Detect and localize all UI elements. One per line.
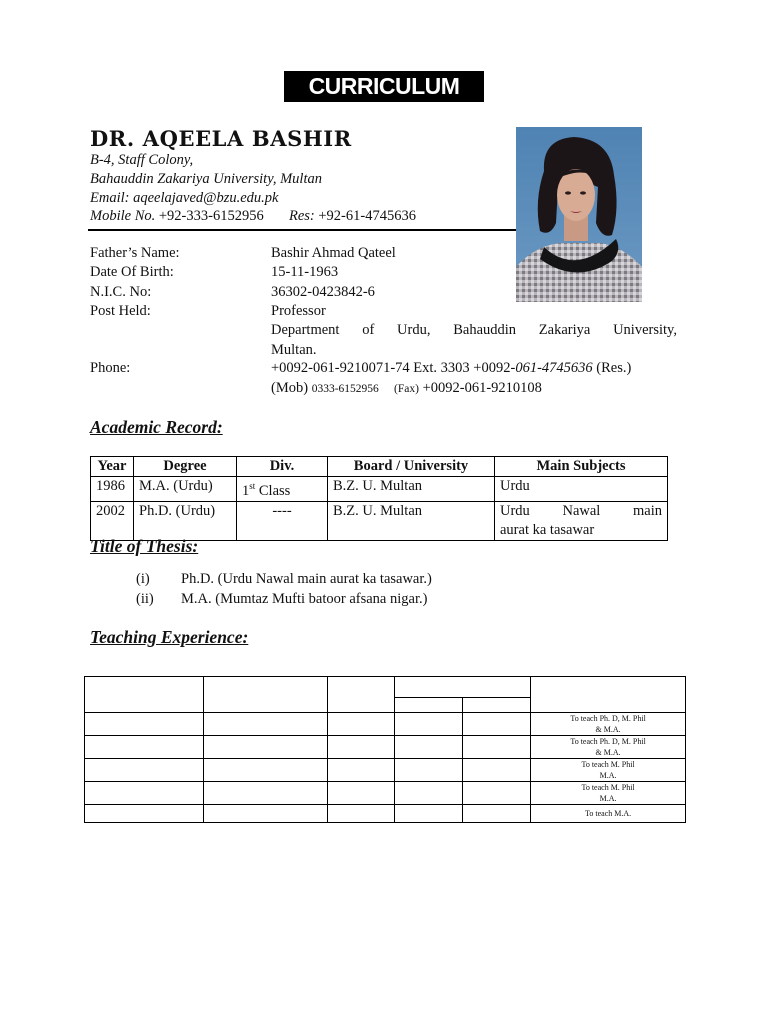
thesis-heading: Title of Thesis: — [90, 536, 199, 556]
teaching-header-row — [85, 677, 686, 698]
email-line: Email: aqeelajaved@bzu.edu.pk — [90, 190, 279, 206]
thesis-num-2: (ii) — [136, 591, 154, 607]
table-row — [85, 736, 686, 759]
teaching-table — [84, 676, 686, 823]
cell-div: ---- — [237, 501, 328, 540]
mob-value: 0333-6152956 — [311, 383, 379, 395]
phone-line-2 — [271, 379, 542, 399]
teaching-note: To teach M.A. — [531, 805, 686, 823]
col-year: Year — [91, 457, 134, 477]
col-degree: Degree — [134, 457, 237, 477]
table-row — [85, 782, 686, 805]
col-subjects: Main Subjects — [495, 457, 668, 477]
teaching-note: To teach Ph. D, M. Phil & M.A. — [531, 713, 686, 736]
academic-header-row — [91, 457, 668, 477]
cell-board: B.Z. U. Multan — [328, 477, 495, 502]
academic-heading: Academic Record: — [90, 417, 223, 437]
teaching-note: To teach Ph. D, M. Phil & M.A. — [531, 736, 686, 759]
mobile-value: +92-333-6152956 — [158, 208, 264, 224]
phone-line-1 — [271, 359, 631, 378]
dob-value: 15-11-1963 — [271, 264, 339, 280]
academic-table — [90, 456, 668, 541]
phone-label: Phone: — [90, 360, 131, 376]
cv-title: CURRICULUM VITAE — [284, 71, 484, 102]
mobile-line — [90, 207, 416, 225]
thesis-item-2: M.A. (Mumtaz Mufti batoor afsana nigar.) — [181, 591, 428, 607]
nic-label: N.I.C. No: — [90, 284, 152, 300]
post-value: Professor — [271, 303, 326, 319]
thesis-item-1: Ph.D. (Urdu Nawal main aurat ka tasawar.) — [181, 571, 432, 587]
post-label: Post Held: — [90, 303, 151, 319]
teaching-note: To teach M. Phil M.A. — [531, 782, 686, 805]
col-div: Div. — [237, 457, 328, 477]
table-row — [91, 477, 668, 502]
mob-label: (Mob) — [271, 380, 309, 396]
address-line-2: Bahauddin Zakariya University, Multan — [90, 171, 322, 187]
phone-res-suffix: (Res.) — [592, 360, 632, 376]
nic-value: 36302-0423842-6 — [271, 284, 375, 300]
profile-photo — [516, 127, 642, 302]
father-name-value: Bashir Ahmad Qateel — [271, 245, 396, 261]
phone-res-number: 061-4745636 — [515, 360, 593, 376]
col-board: Board / University — [328, 457, 495, 477]
dob-label: Date Of Birth: — [90, 264, 174, 280]
teaching-note: To teach M. Phil M.A. — [531, 759, 686, 782]
table-row — [85, 713, 686, 736]
thesis-num-1: (i) — [136, 571, 150, 587]
table-row — [85, 759, 686, 782]
post-department: Department of Urdu, Bahauddin Zakariya University, — [271, 322, 677, 338]
cell-year: 2002 — [91, 501, 134, 540]
father-name-label: Father’s Name: — [90, 245, 180, 261]
cell-subjects: Urdu Nawal main aurat ka tasawar — [495, 501, 668, 540]
cell-degree: M.A. (Urdu) — [134, 477, 237, 502]
header-divider — [88, 229, 516, 231]
res-value: +92-61-4745636 — [318, 208, 416, 224]
fax-value: +0092-061-9210108 — [422, 380, 542, 396]
teaching-heading: Teaching Experience: — [90, 627, 249, 647]
fax-label: (Fax) — [394, 383, 419, 395]
table-row — [91, 501, 668, 540]
cell-degree: Ph.D. (Urdu) — [134, 501, 237, 540]
res-label: Res: — [288, 208, 315, 224]
cell-board: B.Z. U. Multan — [328, 501, 495, 540]
person-name: DR. AQEELA BASHIR — [90, 126, 352, 151]
cell-year: 1986 — [91, 477, 134, 502]
cell-div: 1st Class — [237, 477, 328, 502]
phone-office: +0092-061-9210071-74 Ext. 3303 +0092- — [271, 360, 516, 376]
address-line-1: B-4, Staff Colony, — [90, 152, 194, 168]
cell-subjects: Urdu — [495, 477, 668, 502]
mobile-label: Mobile No. — [90, 208, 156, 224]
table-row — [85, 805, 686, 823]
post-city: Multan. — [271, 342, 317, 358]
